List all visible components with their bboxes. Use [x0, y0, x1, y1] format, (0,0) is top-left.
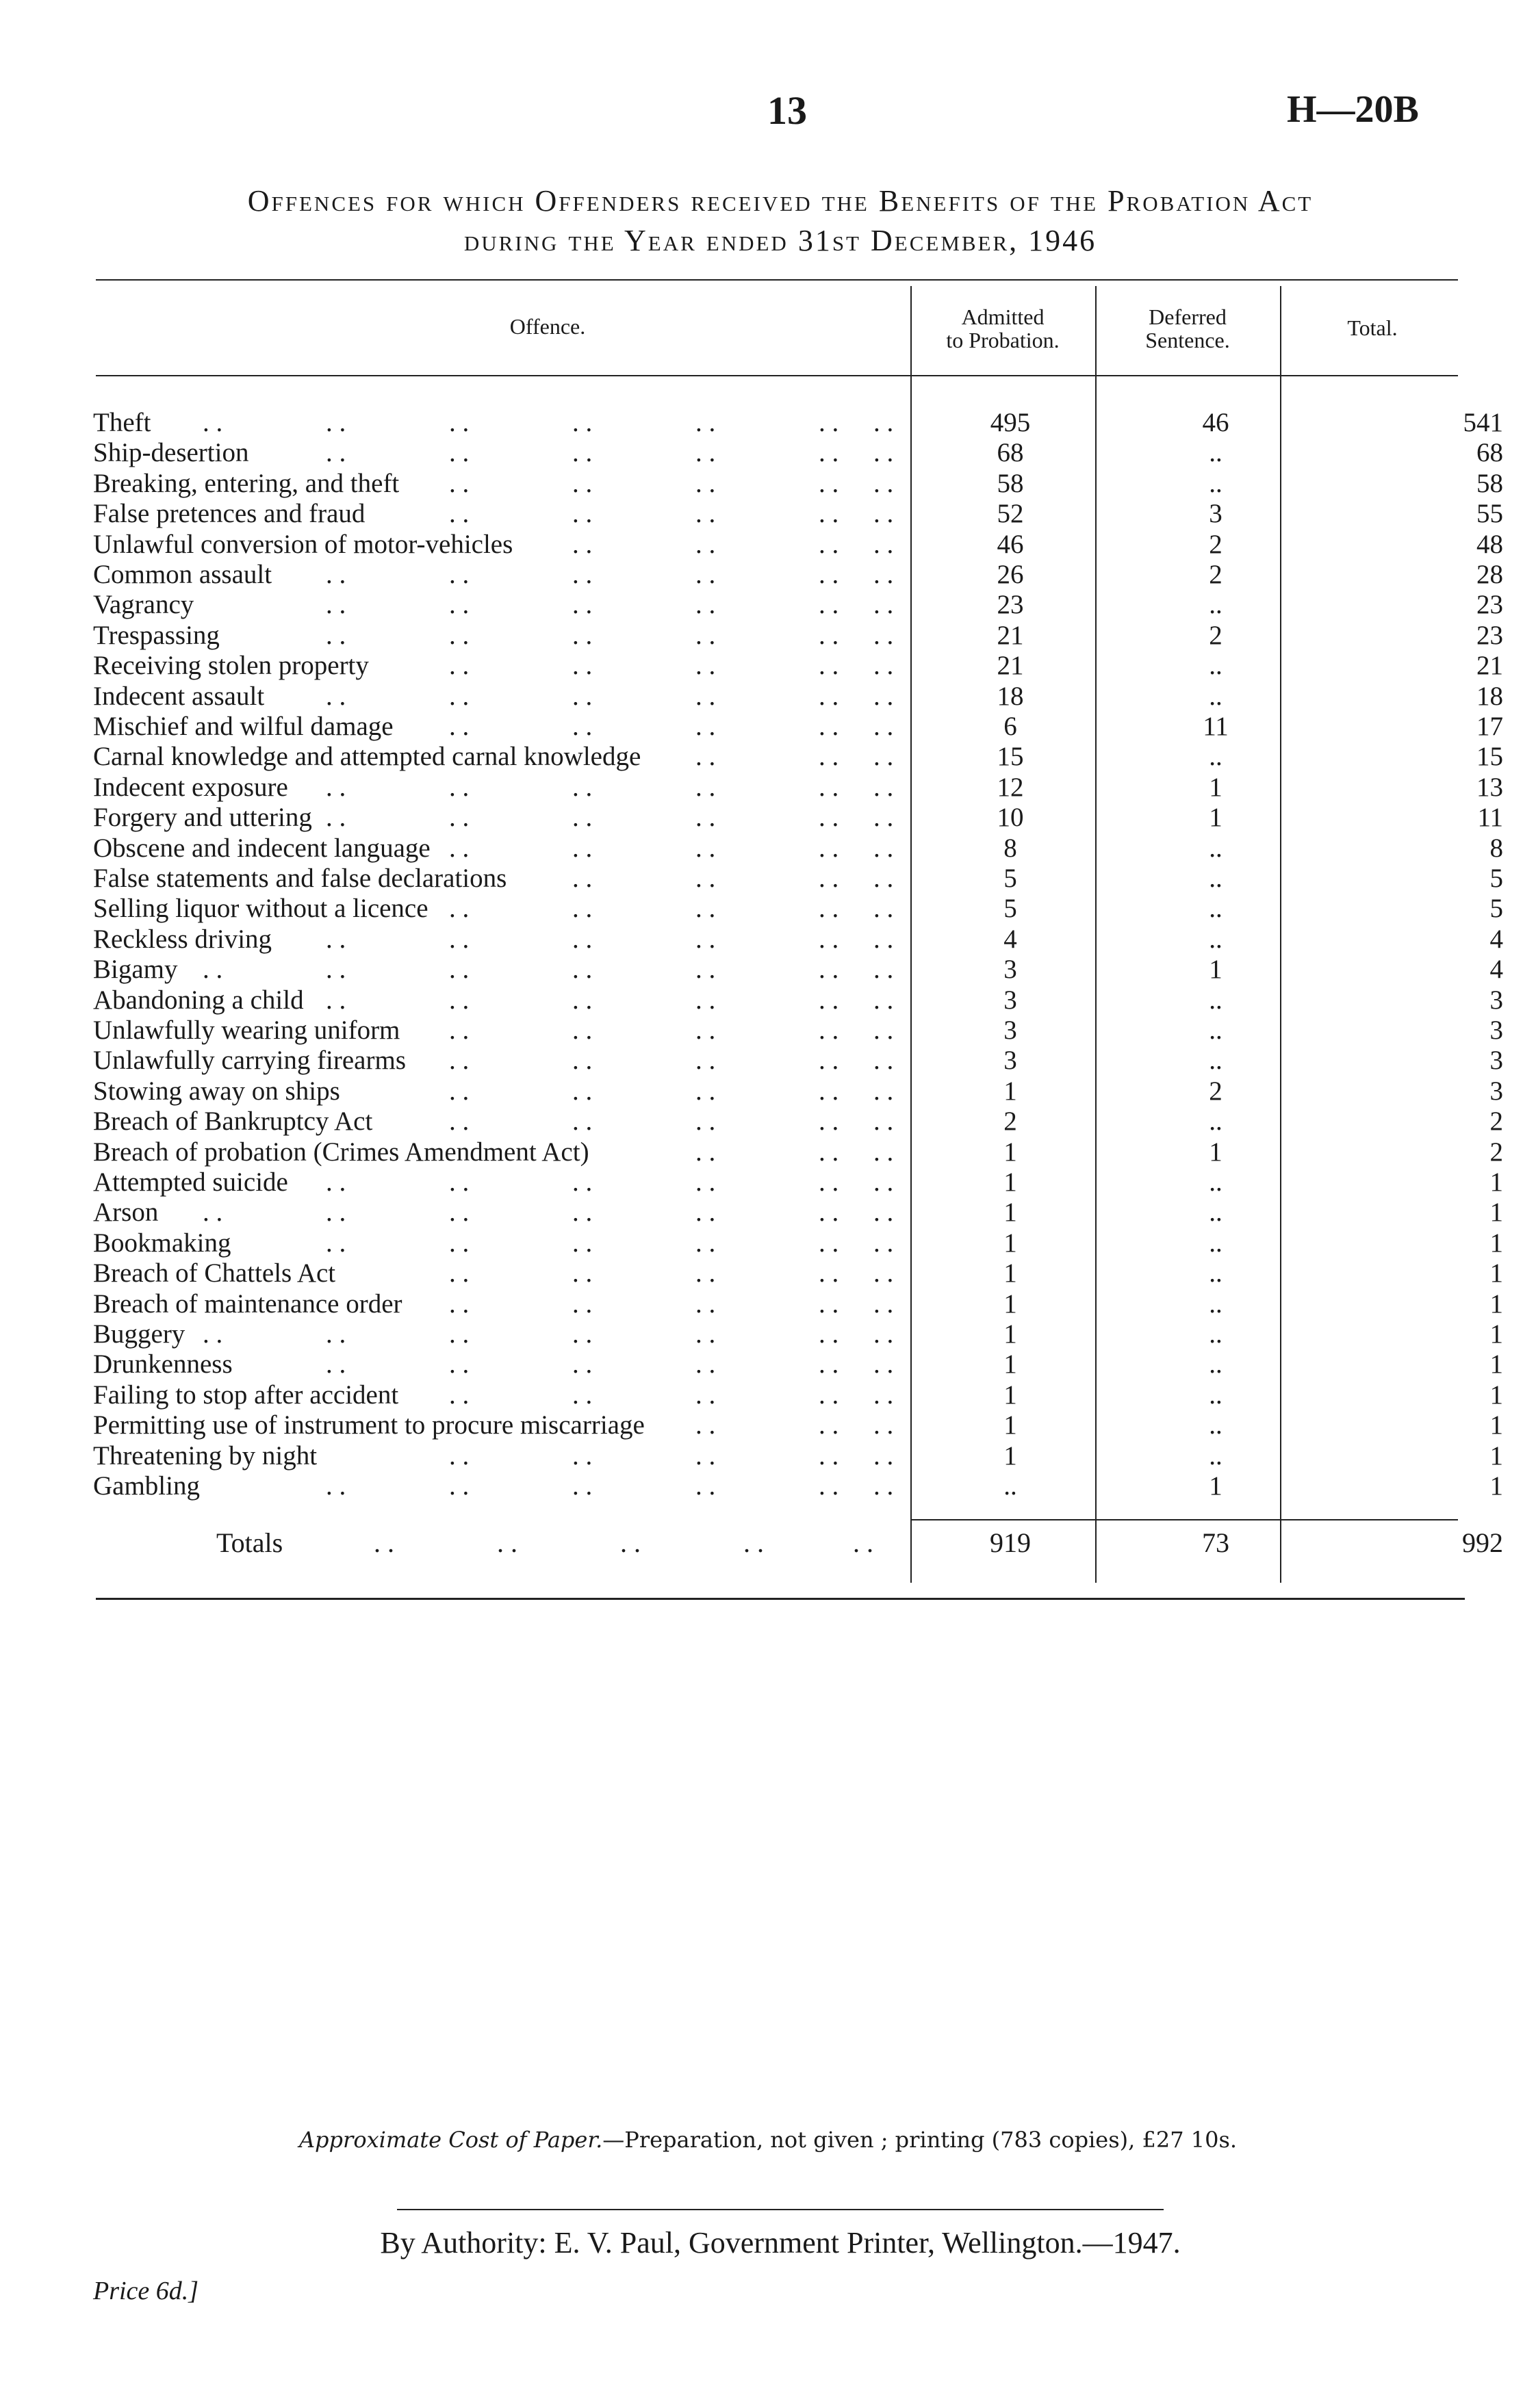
offence-name: Vagrancy: [93, 590, 194, 620]
leader-dots: . . . . . . . . . . . .: [326, 1471, 894, 1501]
header-bottom-rule: [96, 375, 1458, 376]
table-row: [93, 1289, 1503, 1319]
total-count: 1: [1489, 1258, 1503, 1289]
deferred-count: ..: [1209, 1440, 1223, 1471]
offence-name: Forgery and uttering: [93, 803, 312, 833]
deferred-count: ..: [1209, 1167, 1223, 1197]
leader-dots: . . . . . . . . . .: [449, 1106, 894, 1137]
leader-dots: . . . . . . . . . . . . . .: [203, 1319, 894, 1349]
table-row: [93, 985, 1503, 1015]
table-bottom-rule: [96, 1598, 1465, 1600]
leader-dots: . . . . . . . . . .: [449, 1289, 894, 1319]
table-row: [93, 955, 1503, 985]
totals-admitted: 919: [990, 1527, 1031, 1558]
admitted-count: 58: [997, 468, 1024, 498]
leader-dots: . . . . . . . .: [572, 529, 894, 559]
admitted-count: 26: [997, 560, 1024, 589]
table-title-line-2: during the Year ended 31st December, 1946: [463, 224, 1097, 257]
totals-deferred: 73: [1202, 1527, 1229, 1558]
leader-dots: . . . . . . . . . .: [449, 1380, 894, 1410]
admitted-count: 4: [1003, 924, 1017, 954]
table-row: [93, 1258, 1503, 1289]
deferred-count: ..: [1209, 1410, 1223, 1440]
total-count: 3: [1489, 1076, 1503, 1106]
leader-dots: . . . . . . . . . . . .: [326, 1228, 894, 1258]
admitted-count: 1: [1003, 1349, 1017, 1380]
total-count: 1: [1489, 1380, 1503, 1410]
admitted-count: 5: [1003, 894, 1017, 924]
table-row: [93, 590, 1503, 620]
table-row: [93, 712, 1503, 742]
offence-name: Unlawful conversion of motor-vehicles: [93, 529, 513, 559]
admitted-count: 3: [1003, 1046, 1017, 1076]
offence-name: Arson: [93, 1197, 159, 1228]
offence-name: False statements and false declarations: [93, 864, 507, 893]
deferred-count: ..: [1209, 864, 1223, 893]
table-row: [93, 1349, 1503, 1380]
total-count: 1: [1489, 1197, 1503, 1228]
total-count: 68: [1476, 438, 1503, 468]
authority-rule: [397, 2209, 1164, 2210]
totals-leader-dots: . . . . . . . . . .: [374, 1527, 873, 1558]
cost-text: —Preparation, not given ; printing (783 copies), £27 10s.: [602, 2127, 1238, 2153]
deferred-count: 2: [1209, 1076, 1223, 1106]
column-header-admitted-line-1: Admitted: [961, 305, 1045, 329]
table-row: [93, 651, 1503, 681]
admitted-count: 46: [997, 529, 1024, 559]
offence-name: Trespassing: [93, 620, 220, 650]
leader-dots: . . . . . . . . . .: [449, 1258, 894, 1289]
total-count: 23: [1476, 620, 1503, 650]
admitted-count: 1: [1003, 1440, 1017, 1471]
leader-dots: . . . . . . . .: [572, 864, 894, 893]
total-count: 5: [1489, 864, 1503, 893]
admitted-count: 23: [997, 590, 1024, 620]
deferred-count: ..: [1209, 1228, 1223, 1258]
total-count: 21: [1476, 651, 1503, 681]
offence-name: Indecent assault: [93, 681, 265, 711]
deferred-count: 2: [1209, 560, 1223, 589]
total-count: 15: [1476, 742, 1503, 772]
table-row: [93, 1076, 1503, 1106]
offence-name: Drunkenness: [93, 1349, 233, 1380]
table-row: [93, 468, 1503, 499]
deferred-count: ..: [1209, 1258, 1223, 1289]
total-count: 3: [1489, 985, 1503, 1015]
admitted-count: 6: [1003, 712, 1017, 741]
offence-name: Indecent exposure: [93, 772, 288, 802]
cost-of-paper-note: [89, 2127, 1447, 2153]
admitted-count: 21: [997, 651, 1024, 681]
deferred-count: ..: [1209, 590, 1223, 620]
offence-name: Obscene and indecent language: [93, 833, 431, 863]
total-count: 1: [1489, 1410, 1503, 1440]
offence-name: Breach of maintenance order: [93, 1289, 402, 1319]
admitted-count: 15: [997, 742, 1024, 772]
column-header-offence: Offence.: [509, 314, 586, 339]
deferred-count: ..: [1209, 985, 1223, 1015]
offence-name: Abandoning a child: [93, 985, 304, 1015]
admitted-count: ..: [1003, 1471, 1017, 1501]
admitted-count: 1: [1003, 1319, 1017, 1349]
deferred-count: ..: [1209, 1197, 1223, 1228]
leader-dots: . . . . . . . . . . . .: [326, 681, 894, 711]
table-row: [93, 742, 1503, 772]
table-row: [93, 1015, 1503, 1046]
leader-dots: . . . . . . . . . . . .: [326, 1349, 894, 1380]
leader-dots: . . . . . . . . . .: [449, 468, 894, 498]
table-row: [93, 499, 1503, 529]
table-row: [93, 1319, 1503, 1349]
document-reference: H—20B: [1287, 88, 1419, 131]
table-row: [93, 864, 1503, 894]
leader-dots: . . . . . . . . . . . .: [326, 803, 894, 833]
admitted-count: 12: [997, 772, 1024, 802]
leader-dots: . . . . . . . . . .: [449, 1076, 894, 1106]
total-count: 2: [1489, 1106, 1503, 1137]
leader-dots: . . . . . . . . . . . . . .: [203, 1197, 894, 1228]
cost-label: Approximate Cost of Paper.: [298, 2127, 603, 2153]
deferred-count: 11: [1203, 712, 1229, 741]
offence-name: Breach of Bankruptcy Act: [93, 1106, 373, 1137]
total-count: 55: [1476, 499, 1503, 529]
admitted-count: 1: [1003, 1380, 1017, 1410]
admitted-count: 1: [1003, 1137, 1017, 1167]
column-header-admitted-line-2: to Probation.: [946, 328, 1060, 352]
leader-dots: . . . . . .: [695, 1137, 894, 1167]
leader-dots: . . . . . . . . . . . .: [326, 985, 894, 1015]
leader-dots: . . . . . . . . . .: [449, 894, 894, 924]
offence-name: False pretences and fraud: [93, 499, 366, 529]
admitted-count: 52: [997, 499, 1024, 529]
leader-dots: . . . . . . . . . . . . . .: [203, 408, 894, 437]
deferred-count: ..: [1209, 1380, 1223, 1410]
deferred-count: 1: [1209, 803, 1223, 833]
deferred-count: ..: [1209, 1046, 1223, 1076]
admitted-count: 2: [1003, 1106, 1017, 1137]
admitted-count: 5: [1003, 864, 1017, 893]
admitted-count: 1: [1003, 1410, 1017, 1440]
table-row: [93, 529, 1503, 560]
total-count: 23: [1476, 590, 1503, 620]
deferred-count: ..: [1209, 651, 1223, 681]
leader-dots: . . . . . . . . . .: [449, 1015, 894, 1045]
table-row: [93, 924, 1503, 955]
deferred-count: ..: [1209, 1015, 1223, 1045]
admitted-count: 1: [1003, 1076, 1017, 1106]
table-row: [93, 681, 1503, 712]
total-count: 1: [1489, 1440, 1503, 1471]
table-row: [93, 833, 1503, 864]
total-count: 541: [1463, 408, 1503, 437]
column-header-deferred-line-2: Sentence.: [1145, 328, 1230, 352]
deferred-count: ..: [1209, 742, 1223, 772]
offence-name: Stowing away on ships: [93, 1076, 340, 1106]
leader-dots: . . . . . . . . . . . .: [326, 924, 894, 954]
deferred-count: ..: [1209, 681, 1223, 711]
table-row: [93, 1380, 1503, 1410]
admitted-count: 1: [1003, 1197, 1017, 1228]
table-row: [93, 620, 1503, 651]
totals-label: Totals: [216, 1527, 283, 1558]
leader-dots: . . . . . . . . . . . .: [326, 620, 894, 650]
offence-name: Selling liquor without a licence: [93, 894, 428, 924]
total-count: 3: [1489, 1015, 1503, 1045]
table-row: [93, 1106, 1503, 1137]
admitted-count: 8: [1003, 833, 1017, 863]
leader-dots: . . . . . . . . . . . .: [326, 438, 894, 468]
table-row: [93, 1440, 1503, 1471]
admitted-count: 1: [1003, 1228, 1017, 1258]
totals-top-rule: [910, 1519, 1458, 1520]
admitted-count: 21: [997, 620, 1024, 650]
total-count: 48: [1476, 529, 1503, 559]
leader-dots: . . . . . . . . . .: [449, 833, 894, 863]
table-row: [93, 1228, 1503, 1258]
table-row: [93, 560, 1503, 590]
deferred-count: ..: [1209, 894, 1223, 924]
total-count: 13: [1476, 772, 1503, 802]
offence-name: Breach of Chattels Act: [93, 1258, 336, 1289]
column-header-total: Total.: [1347, 315, 1398, 340]
total-count: 2: [1489, 1137, 1503, 1167]
total-count: 8: [1489, 833, 1503, 863]
leader-dots: . . . . . . . . . .: [449, 1440, 894, 1471]
admitted-count: 1: [1003, 1167, 1017, 1197]
total-count: 1: [1489, 1319, 1503, 1349]
deferred-count: ..: [1209, 438, 1223, 468]
total-count: 1: [1489, 1289, 1503, 1319]
table-row: [93, 772, 1503, 803]
offence-name: Carnal knowledge and attempted carnal knowledge: [93, 742, 641, 772]
deferred-count: 1: [1209, 1471, 1223, 1501]
leader-dots: . . . . . . . . . . . .: [326, 560, 894, 589]
table-title-line-1: Offences for which Offenders received the Benefits of the Probation Act: [247, 184, 1314, 218]
column-header-admitted: [910, 305, 1095, 352]
deferred-count: 1: [1209, 772, 1223, 802]
leader-dots: . . . . . . . . . .: [449, 712, 894, 741]
offence-name: Gambling: [93, 1471, 200, 1501]
offence-name: Bigamy: [93, 955, 178, 985]
total-count: 11: [1477, 803, 1503, 833]
leader-dots: . . . . . . . . . . . . . .: [203, 955, 894, 985]
offence-name: Breach of probation (Crimes Amendment Act): [93, 1137, 589, 1167]
total-count: 1: [1489, 1167, 1503, 1197]
table-row: [93, 894, 1503, 924]
deferred-count: 46: [1202, 408, 1229, 437]
column-header-deferred-line-1: Deferred: [1149, 305, 1227, 329]
admitted-count: 1: [1003, 1289, 1017, 1319]
offence-name: Buggery: [93, 1319, 185, 1349]
deferred-count: ..: [1209, 833, 1223, 863]
deferred-count: 2: [1209, 529, 1223, 559]
deferred-count: ..: [1209, 468, 1223, 498]
deferred-count: 1: [1209, 1137, 1223, 1167]
deferred-count: ..: [1209, 1106, 1223, 1137]
admitted-count: 3: [1003, 955, 1017, 985]
page-number: 13: [767, 88, 807, 133]
total-count: 1: [1489, 1228, 1503, 1258]
offence-name: Common assault: [93, 560, 272, 589]
total-count: 58: [1476, 468, 1503, 498]
deferred-count: 1: [1209, 955, 1223, 985]
offence-name: Unlawfully wearing uniform: [93, 1015, 400, 1045]
total-count: 18: [1476, 681, 1503, 711]
totals-total: 992: [1462, 1527, 1503, 1558]
admitted-count: 18: [997, 681, 1024, 711]
total-count: 1: [1489, 1471, 1503, 1501]
column-header-deferred: [1095, 305, 1280, 352]
leader-dots: . . . . . .: [695, 1410, 894, 1440]
offence-name: Attempted suicide: [93, 1167, 288, 1197]
total-count: 4: [1489, 924, 1503, 954]
table-row: [93, 803, 1503, 833]
offence-name: Breaking, entering, and theft: [93, 468, 400, 498]
offence-name: Reckless driving: [93, 924, 272, 954]
table-row: [93, 1197, 1503, 1228]
table-row: [93, 1046, 1503, 1076]
leader-dots: . . . . . . . . . .: [449, 651, 894, 681]
deferred-count: ..: [1209, 924, 1223, 954]
leader-dots: . . . . . .: [695, 742, 894, 772]
leader-dots: . . . . . . . . . . . .: [326, 772, 894, 802]
totals-row: [93, 1527, 1503, 1559]
printer-authority: By Authority: E. V. Paul, Government Printer, Wellington.—1947.: [380, 2226, 1181, 2260]
total-count: 5: [1489, 894, 1503, 924]
offence-name: Receiving stolen property: [93, 651, 369, 681]
total-count: 4: [1489, 955, 1503, 985]
offence-name: Failing to stop after accident: [93, 1380, 399, 1410]
table-row: [93, 1471, 1503, 1501]
price: Price 6d.]: [93, 2277, 199, 2305]
deferred-count: 3: [1209, 499, 1223, 529]
admitted-count: 3: [1003, 1015, 1017, 1045]
deferred-count: ..: [1209, 1319, 1223, 1349]
total-count: 28: [1476, 560, 1503, 589]
total-count: 3: [1489, 1046, 1503, 1076]
deferred-count: 2: [1209, 620, 1223, 650]
admitted-count: 3: [1003, 985, 1017, 1015]
total-count: 1: [1489, 1349, 1503, 1380]
leader-dots: . . . . . . . . . . . .: [326, 590, 894, 620]
leader-dots: . . . . . . . . . .: [449, 1046, 894, 1076]
table-row: [93, 1167, 1503, 1197]
offence-name: Mischief and wilful damage: [93, 712, 394, 741]
admitted-count: 68: [997, 438, 1024, 468]
offence-name: Unlawfully carrying firearms: [93, 1046, 406, 1076]
table-row: [93, 1137, 1503, 1167]
admitted-count: 495: [990, 408, 1031, 437]
offence-name: Permitting use of instrument to procure miscarriage: [93, 1410, 645, 1440]
admitted-count: 1: [1003, 1258, 1017, 1289]
deferred-count: ..: [1209, 1289, 1223, 1319]
offence-name: Theft: [93, 408, 151, 437]
leader-dots: . . . . . . . . . .: [449, 499, 894, 529]
leader-dots: . . . . . . . . . . . .: [326, 1167, 894, 1197]
offence-name: Bookmaking: [93, 1228, 231, 1258]
offence-name: Threatening by night: [93, 1440, 318, 1471]
header-top-rule: [96, 279, 1458, 281]
table-row: [93, 408, 1503, 438]
table-row: [93, 1410, 1503, 1440]
admitted-count: 10: [997, 803, 1024, 833]
total-count: 17: [1476, 712, 1503, 741]
table-row: [93, 438, 1503, 468]
offence-name: Ship-desertion: [93, 438, 249, 468]
deferred-count: ..: [1209, 1349, 1223, 1380]
